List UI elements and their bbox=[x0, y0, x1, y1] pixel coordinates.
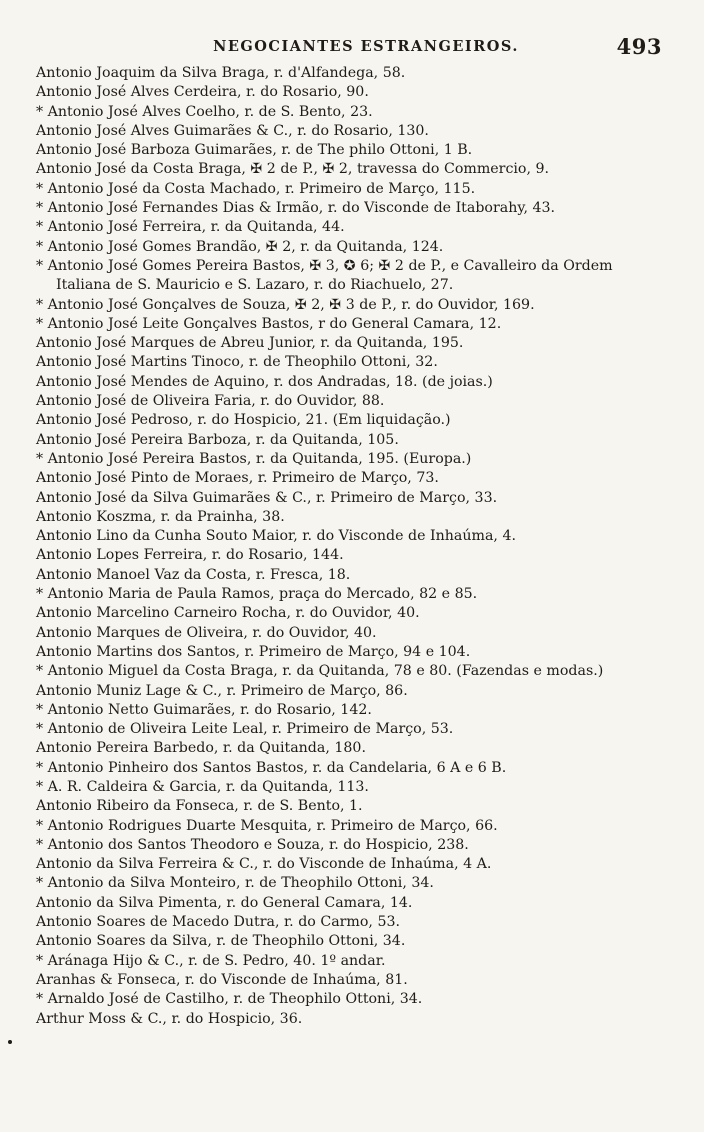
directory-entry: Antonio José Pedroso, r. do Hospicio, 21. (Em liquidação.) bbox=[36, 412, 451, 429]
directory-entry: Antonio da Silva Ferreira & C., r. do Visconde de Inhaúma, 4 A. bbox=[36, 856, 492, 873]
directory-entry: * Antonio dos Santos Theodoro e Souza, r. do Hospicio, 238. bbox=[36, 836, 469, 853]
directory-entry: * Antonio Rodrigues Duarte Mesquita, r. Primeiro de Março, 66. bbox=[36, 817, 498, 834]
directory-entry: * Antonio Miguel da Costa Braga, r. da Quitanda, 78 e 80. (Fazendas e modas.) bbox=[36, 663, 604, 680]
directory-entry: * Antonio Maria de Paula Ramos, praça do Mercado, 82 e 85. bbox=[36, 586, 478, 603]
directory-entry: * Antonio José Leite Gonçalves Bastos, r do General Camara, 12. bbox=[36, 315, 502, 332]
directory-entry: Antonio José Martins Tinoco, r. de Theophilo Ottoni, 32. bbox=[36, 354, 438, 371]
directory-entry: Antonio José da Silva Guimarães & C., r. Primeiro de Março, 33. bbox=[36, 489, 498, 506]
directory-entry: * Aránaga Hijo & C., r. de S. Pedro, 40. 1º andar. bbox=[36, 952, 386, 969]
directory-entry: * Antonio José Gomes Pereira Bastos, ✠ 3, ✪ 6; ✠ 2 de P., e Cavalleiro da Ordem Italiana de S. Mauricio e S. Lazaro, r. do Riachuelo, 27. bbox=[36, 257, 613, 294]
directory-entry: Antonio Martins dos Santos, r. Primeiro de Março, 94 e 104. bbox=[36, 643, 471, 660]
directory-entry: * Antonio José Ferreira, r. da Quitanda, 44. bbox=[36, 219, 345, 236]
directory-entry: * Antonio Netto Guimarães, r. do Rosario, 142. bbox=[36, 701, 372, 718]
directory-entry: Antonio Joaquim da Silva Braga, r. d'Alfandega, 58. bbox=[36, 65, 406, 81]
directory-entry: Antonio Muniz Lage & C., r. Primeiro de Março, 86. bbox=[36, 682, 408, 699]
directory-entry: Antonio Pereira Barbedo, r. da Quitanda, 180. bbox=[36, 740, 366, 757]
directory-entry: Antonio Lopes Ferreira, r. do Rosario, 144. bbox=[36, 547, 344, 564]
directory-entry: * Antonio José Pereira Bastos, r. da Quitanda, 195. (Europa.) bbox=[36, 450, 472, 467]
directory-entry: * Antonio de Oliveira Leite Leal, r. Primeiro de Março, 53. bbox=[36, 721, 454, 738]
directory-entry: Antonio José Alves Cerdeira, r. do Rosario, 90. bbox=[36, 84, 369, 101]
directory-entry: Antonio Marcelino Carneiro Rocha, r. do Ouvidor, 40. bbox=[36, 605, 420, 622]
page-number: 493 bbox=[616, 34, 662, 59]
directory-entry: * Antonio José Gomes Brandão, ✠ 2, r. da Quitanda, 124. bbox=[36, 238, 444, 255]
directory-entry: * Antonio José Alves Coelho, r. de S. Bento, 23. bbox=[36, 103, 373, 120]
directory-entry: * Antonio José Fernandes Dias & Irmão, r. do Visconde de Itaborahy, 43. bbox=[36, 200, 556, 217]
directory-entry: Antonio Soares da Silva, r. de Theophilo Ottoni, 34. bbox=[36, 933, 406, 950]
directory-entry: Antonio José Alves Guimarães & C., r. do Rosario, 130. bbox=[36, 122, 429, 139]
directory-entry: Arthur Moss & C., r. do Hospicio, 36. bbox=[36, 1010, 303, 1027]
directory-entry: Antonio José Marques de Abreu Junior, r. da Quitanda, 195. bbox=[36, 335, 464, 352]
directory-entry: Antonio Manoel Vaz da Costa, r. Fresca, 18. bbox=[36, 566, 351, 583]
directory-entry: Antonio Marques de Oliveira, r. do Ouvidor, 40. bbox=[36, 624, 377, 641]
directory-entry: * Antonio da Silva Monteiro, r. de Theophilo Ottoni, 34. bbox=[36, 875, 434, 892]
directory-entry: Antonio José Barboza Guimarães, r. de The philo Ottoni, 1 B. bbox=[36, 142, 473, 159]
directory-entry: Antonio José Pereira Barboza, r. da Quitanda, 105. bbox=[36, 431, 399, 448]
directory-entry: * Antonio José da Costa Machado, r. Primeiro de Março, 115. bbox=[36, 180, 476, 197]
directory-entry: * A. R. Caldeira & Garcia, r. da Quitanda, 113. bbox=[36, 778, 369, 795]
directory-entry: * Antonio Pinheiro dos Santos Bastos, r. da Candelaria, 6 A e 6 B. bbox=[36, 759, 507, 776]
directory-entry: Antonio Soares de Macedo Dutra, r. do Carmo, 53. bbox=[36, 914, 401, 931]
running-head: NEGOCIANTES ESTRANGEIROS. bbox=[213, 38, 519, 55]
directory-entry: Antonio Ribeiro da Fonseca, r. de S. Bento, 1. bbox=[36, 798, 363, 815]
directory-entry: Antonio José de Oliveira Faria, r. do Ouvidor, 88. bbox=[36, 393, 385, 410]
directory-entry: Antonio José da Costa Braga, ✠ 2 de P., ✠ 2, travessa do Commercio, 9. bbox=[36, 161, 550, 178]
ink-speck bbox=[8, 1040, 12, 1044]
directory-entry: Antonio da Silva Pimenta, r. do General Camara, 14. bbox=[36, 894, 413, 911]
directory-entry: Aranhas & Fonseca, r. do Visconde de Inhaúma, 81. bbox=[36, 971, 408, 988]
merchant-directory-list bbox=[36, 64, 668, 1029]
directory-entry: Antonio Lino da Cunha Souto Maior, r. do Visconde de Inhaúma, 4. bbox=[36, 528, 516, 545]
directory-entry: Antonio José Pinto de Moraes, r. Primeiro de Março, 73. bbox=[36, 470, 439, 487]
directory-entry: * Arnaldo José de Castilho, r. de Theophilo Ottoni, 34. bbox=[36, 991, 423, 1008]
directory-entry: * Antonio José Gonçalves de Souza, ✠ 2, ✠ 3 de P., r. do Ouvidor, 169. bbox=[36, 296, 535, 313]
directory-entry: Antonio José Mendes de Aquino, r. dos Andradas, 18. (de joias.) bbox=[36, 373, 493, 390]
directory-entry: Antonio Koszma, r. da Prainha, 38. bbox=[36, 508, 285, 525]
page-header bbox=[36, 34, 668, 64]
